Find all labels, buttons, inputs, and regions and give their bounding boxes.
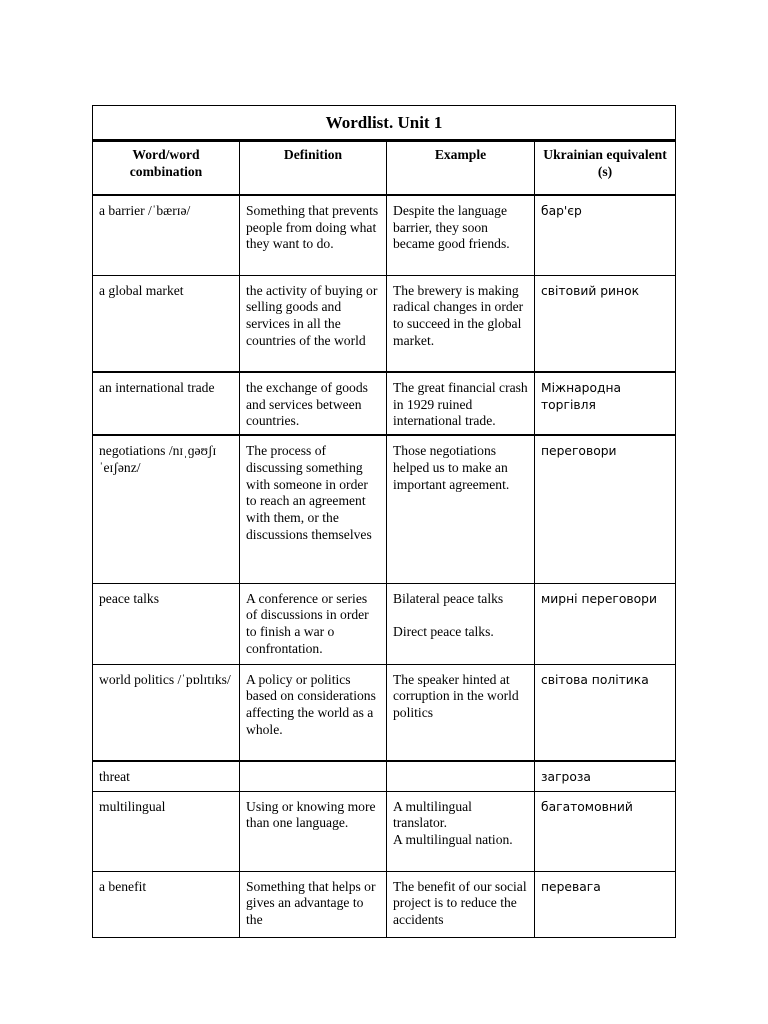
example-cell: Those negotiations helped us to make an important agreement.	[387, 435, 535, 583]
example-cell: The brewery is making radical changes in order to succeed in the global market.	[387, 275, 535, 372]
ukrainian-cell: світовий ринок	[535, 275, 676, 372]
word-cell: a global market	[93, 275, 240, 372]
ukrainian-cell: світова політика	[535, 664, 676, 761]
example-cell	[387, 791, 535, 871]
example-line: A multilingual translator.	[393, 798, 472, 831]
definition-cell: the activity of buying or selling goods and services in all the countries of the world	[240, 275, 387, 372]
example-line: Bilateral peace talks	[393, 590, 504, 606]
table-row	[93, 275, 676, 372]
table-row	[93, 871, 676, 937]
example-cell: The great financial crash in 1929 ruined international trade.	[387, 372, 535, 435]
word-cell: negotiations /nɪˌɡəʊʃɪˈeɪʃənz/	[93, 435, 240, 583]
definition-cell: A policy or politics based on considerations affecting the world as a whole.	[240, 664, 387, 761]
ukrainian-cell: перевага	[535, 871, 676, 937]
header-ukrainian: Ukrainian equivalent (s)	[535, 142, 676, 196]
word-cell: world politics /ˈpɒlɪtɪks/	[93, 664, 240, 761]
table-row	[93, 435, 676, 583]
ukrainian-cell: мирні переговори	[535, 583, 676, 664]
ukrainian-cell: загроза	[535, 761, 676, 791]
table-row	[93, 761, 676, 791]
definition-cell: the exchange of goods and services between countries.	[240, 372, 387, 435]
word-cell: multilingual	[93, 791, 240, 871]
ukrainian-cell: Міжнародна торгівля	[535, 372, 676, 435]
example-cell: The benefit of our social project is to reduce the accidents	[387, 871, 535, 937]
header-word: Word/word combination	[93, 142, 240, 196]
example-cell: Despite the language barrier, they soon became good friends.	[387, 195, 535, 275]
example-line: A multilingual nation.	[393, 832, 513, 848]
table-row	[93, 664, 676, 761]
table-row	[93, 583, 676, 664]
header-example: Example	[387, 142, 535, 196]
word-cell: peace talks	[93, 583, 240, 664]
table-row	[93, 195, 676, 275]
word-cell: an international trade	[93, 372, 240, 435]
ukrainian-cell: бар'єр	[535, 195, 676, 275]
definition-cell: Something that prevents people from doing what they want to do.	[240, 195, 387, 275]
ukrainian-cell: переговори	[535, 435, 676, 583]
word-cell: threat	[93, 761, 240, 791]
definition-cell: Using or knowing more than one language.	[240, 791, 387, 871]
word-cell: a barrier /ˈbærɪə/	[93, 195, 240, 275]
definition-cell: A conference or series of discussions in order to finish a war o confrontation.	[240, 583, 387, 664]
example-line: Direct peace talks.	[393, 624, 494, 639]
example-cell: The speaker hinted at corruption in the world politics	[387, 664, 535, 761]
definition-cell: The process of discussing something with someone in order to reach an agreement with them, or the discussions themselves	[240, 435, 387, 583]
wordlist-table	[92, 105, 676, 938]
table-row	[93, 372, 676, 435]
header-definition: Definition	[240, 142, 387, 196]
ukrainian-cell: багатомовний	[535, 791, 676, 871]
header-row	[93, 142, 676, 196]
table-title: Wordlist. Unit 1	[92, 105, 676, 141]
definition-cell	[240, 761, 387, 791]
definition-cell: Something that helps or gives an advantage to the	[240, 871, 387, 937]
example-cell	[387, 761, 535, 791]
example-cell	[387, 583, 535, 664]
word-cell: a benefit	[93, 871, 240, 937]
table-row	[93, 791, 676, 871]
